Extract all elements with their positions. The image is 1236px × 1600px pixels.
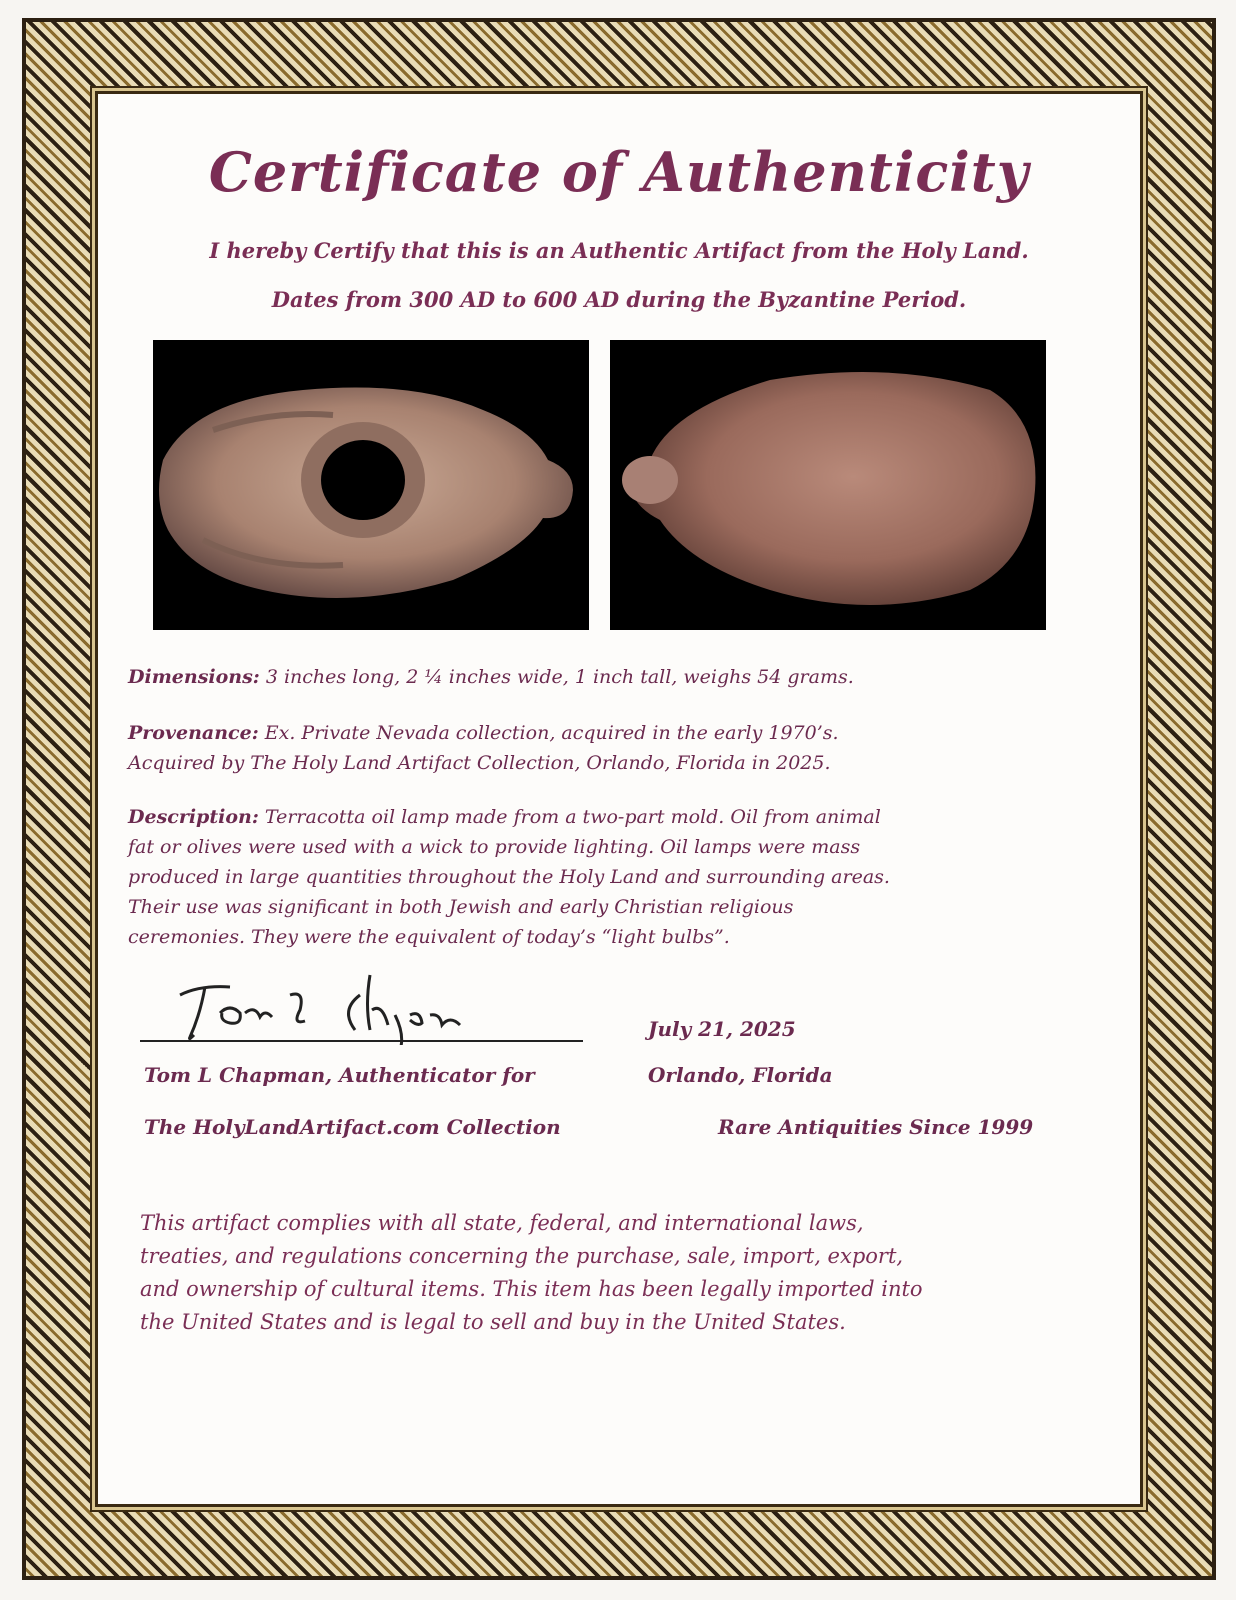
dimensions-paragraph [128, 662, 1088, 692]
provenance-line2: Acquired by The Holy Land Artifact Collection, Orlando, Florida in 2025. [128, 752, 831, 774]
description-line2: fat or olives were used with a wick to provide lighting. Oil lamps were mass [128, 836, 861, 858]
dimensions-label: Dimensions: [128, 666, 260, 688]
authenticator-name: Tom L Chapman, Authenticator for [144, 1063, 535, 1087]
legal-line1: This artifact complies with all state, federal, and international laws, [140, 1211, 864, 1235]
certify-line: I hereby Certify that this is an Authentic Artifact from the Holy Land. [209, 238, 1029, 263]
collection-name: The HolyLandArtifact.com Collection [144, 1115, 561, 1139]
signature-line [140, 1040, 583, 1042]
certificate-title: Certificate of Authenticity [208, 140, 1030, 204]
description-label: Description: [128, 806, 259, 828]
description-line1: Terracotta oil lamp made from a two-part mold. Oil from animal [258, 806, 881, 828]
dates-line: Dates from 300 AD to 600 AD during the Byzantine Period. [271, 287, 967, 312]
dimensions-text: 3 inches long, 2 ¼ inches wide, 1 inch tall, weighs 54 grams. [259, 666, 854, 688]
provenance-label: Provenance: [128, 722, 259, 744]
signature-image [160, 955, 480, 1045]
legal-statement [140, 1207, 1100, 1339]
tagline: Rare Antiquities Since 1999 [718, 1115, 1034, 1139]
legal-line3: and ownership of cultural items. This item has been legally imported into [140, 1277, 923, 1301]
description-line4: Their use was significant in both Jewish and early Christian religious [128, 896, 794, 918]
certificate-date: July 21, 2025 [648, 1017, 796, 1041]
lamp-top-photo [153, 340, 589, 630]
legal-line2: treaties, and regulations concerning the purchase, sale, import, export, [140, 1244, 904, 1268]
legal-line4: the United States and is legal to sell and buy in the United States. [140, 1310, 846, 1334]
provenance-line1: Ex. Private Nevada collection, acquired in the early 1970’s. [258, 722, 839, 744]
description-line3: produced in large quantities throughout the Holy Land and surrounding areas. [128, 866, 890, 888]
description-line5: ceremonies. They were the equivalent of today’s “light bulbs”. [128, 926, 730, 948]
provenance-paragraph [128, 718, 1088, 778]
lamp-bottom-photo [610, 340, 1046, 630]
description-paragraph [128, 802, 1088, 952]
certificate-location: Orlando, Florida [648, 1063, 833, 1087]
